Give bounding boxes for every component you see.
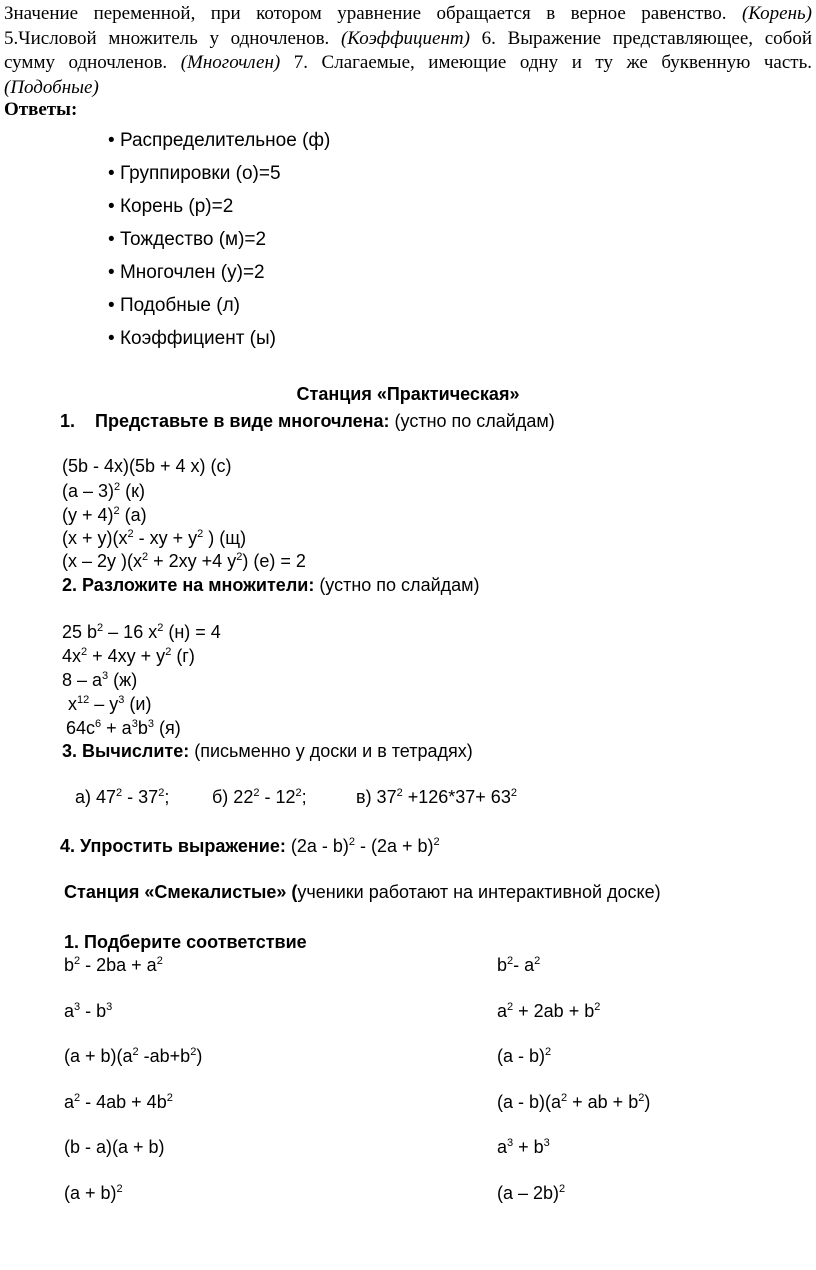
intro-text-1: Значение переменной, при котором уравнение обращается в верное равенство. <box>4 3 742 24</box>
expr-3: $(y + 4)^2$ (а) <box>62 505 147 525</box>
factor-5: $64c^6 + a^3b^3$ (я) <box>66 718 181 738</box>
intro-answer-2: (Коэффициент) <box>340 27 470 49</box>
expr-5: (x – 2y )($x^2 + 2xy +4$ $y^2$) (е) = 2 <box>62 551 306 571</box>
answer-item: • Тождество (м)=2 <box>108 229 330 262</box>
task-3-heading: 3. Вычислите: (письменно у доски и в тетрадях) <box>62 741 473 761</box>
answers-list <box>108 130 330 361</box>
intro-text-4: 7. Слагаемые, имеющие одну и ту же буквенную часть. <box>280 52 812 73</box>
task-1-heading <box>60 411 555 432</box>
match-right: $a^2 + 2ab + b^2$ <box>497 1001 601 1021</box>
factor-4: $x^{12} - y^3$ (и) <box>68 694 152 714</box>
match-right: $(a - b)(a^2$ + ab + $b^2$) <box>497 1092 651 1112</box>
expr-2: (a – 3)$^2$ (к) <box>62 481 146 501</box>
answer-item: • Корень (р)=2 <box>108 196 330 229</box>
intro-answer-4: (Подобные) <box>4 76 99 98</box>
match-row <box>0 1046 816 1074</box>
match-left: $a^3 - b^3$ <box>64 1001 113 1021</box>
answer-item: • Многочлен (у)=2 <box>108 262 330 295</box>
station-practical-title: Станция «Практическая» <box>296 384 520 404</box>
answer-item: • Распределительное (ф) <box>108 130 330 163</box>
intro-text-3: 6. Выражение представляющее, собой сумму одночленов. <box>4 27 812 73</box>
match-right: $a^3 + b^3$ <box>497 1137 550 1157</box>
match-left: $(a + b)(a^2$ $-ab+b^2$) <box>64 1046 203 1066</box>
intro-answer-3: (Многочлен) <box>180 52 281 73</box>
task-1-number: 1. <box>60 411 76 431</box>
task-1-label: Представьте в виде многочлена: <box>95 411 390 431</box>
answers-title: Ответы: <box>4 99 78 120</box>
match-row <box>0 1092 816 1120</box>
factor-3: $8 - a^3$ (ж) <box>62 670 138 690</box>
match-right: (a – 2b)$^2$ <box>497 1183 566 1203</box>
answer-item: • Коэффициент (ы) <box>108 328 330 361</box>
calc-a: а) $47^2 - 37^2$; <box>75 787 170 807</box>
match-row <box>0 1183 816 1211</box>
station-smart-title: Станция «Смекалистые» (ученики работают на интерактивной доске) <box>64 882 661 902</box>
task-4-heading: 4. Упростить выражение: $(2a - b)^2 - (2a + b)^2$ <box>60 836 440 856</box>
calc-b: б) $22^2 - 12^2$; <box>212 787 307 807</box>
match-row <box>0 955 816 983</box>
task-2-heading: 2. Разложите на множители: (устно по слайдам) <box>62 575 480 595</box>
answer-item: • Подобные (л) <box>108 295 330 328</box>
task-1-note: (устно по слайдам) <box>389 411 555 431</box>
answer-item: • Группировки (о)=5 <box>108 163 330 196</box>
expr-1: (5b - 4x)(5b + 4 x) (с) <box>62 456 232 476</box>
match-right: (a - b)$^2$ <box>497 1046 552 1066</box>
match-row <box>0 1137 816 1165</box>
intro-text-2: 5.Числовой множитель у одночленов. <box>4 27 341 49</box>
match-task-heading: 1. Подберите соответствие <box>64 932 307 952</box>
match-left: $a^2 - 4ab + 4b^2$ <box>64 1092 173 1112</box>
expr-4: $(x + y)(x^2$ - xy + $y^2$ ) (щ) <box>62 528 247 548</box>
match-row <box>0 1001 816 1029</box>
calc-c: в) $37^2 +126*37+ 63^2$ <box>356 787 517 807</box>
intro-answer-1: (Корень) <box>741 3 812 24</box>
factor-2: $4x^2 + 4xy + y^2$ (г) <box>62 646 195 666</box>
match-left: $(a + b)^2$ <box>64 1183 123 1203</box>
match-left: (b - a)(a + b) <box>64 1137 165 1157</box>
match-left: $b^2 - 2ba + a^2$ <box>64 955 163 975</box>
match-right: $b^2-$ $a^2$ <box>497 955 541 975</box>
intro-paragraph <box>4 2 812 100</box>
factor-1: 25 $b^2 - 16$ $x^2$ (н) = 4 <box>62 622 221 642</box>
